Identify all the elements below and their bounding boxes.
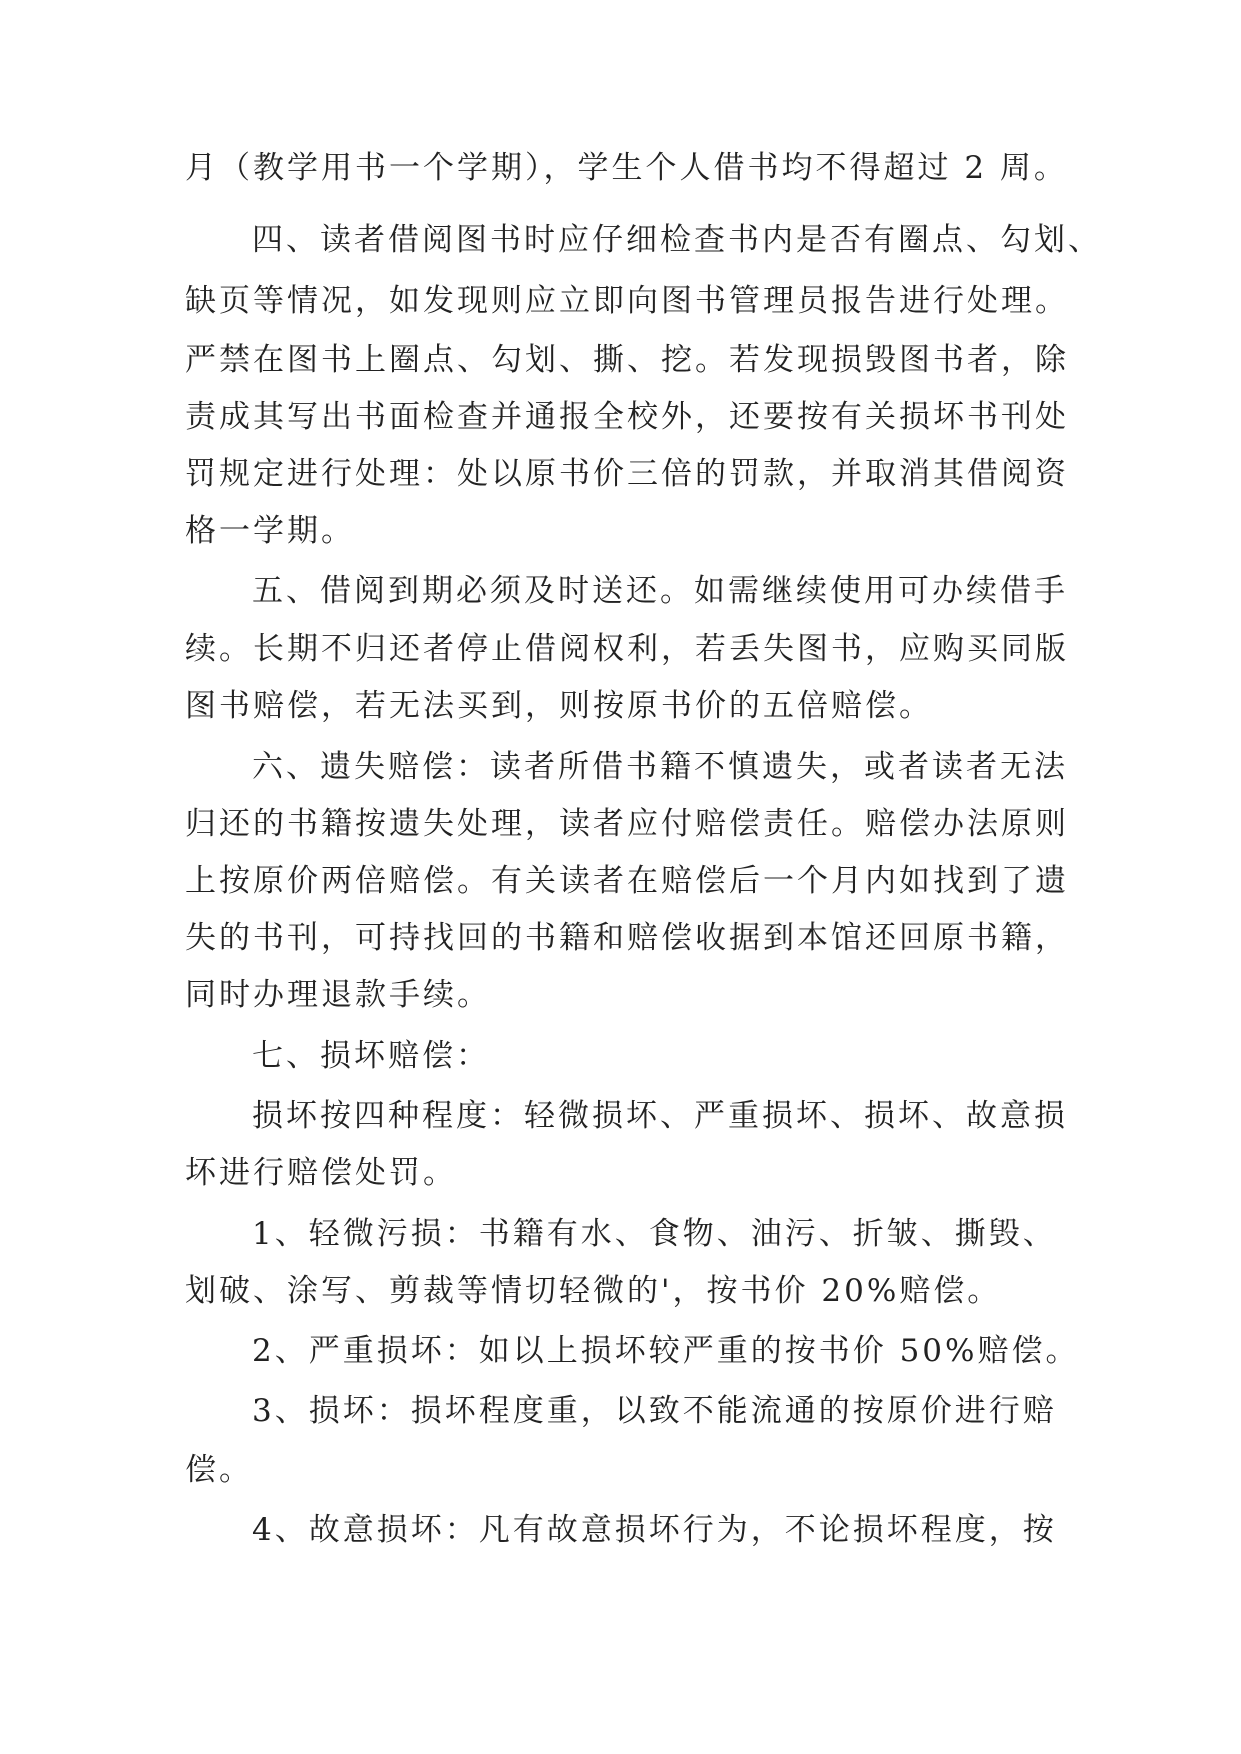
text-line: 同时办理退款手续。 <box>185 977 491 1013</box>
text-line: 缺页等情况，如发现则应立即向图书管理员报告进行处理。 <box>185 283 1069 319</box>
text-line: 责成其写出书面检查并通报全校外，还要按有关损坏书刊处 <box>185 399 1069 435</box>
text-line: 4、故意损坏：凡有故意损坏行为，不论损坏程度，按 <box>252 1512 1057 1548</box>
text-line: 格一学期。 <box>185 513 355 549</box>
text-line: 五、借阅到期必须及时送还。如需继续使用可办续借手 <box>252 573 1068 609</box>
text-line: 1、轻微污损：书籍有水、食物、油污、折皱、撕毁、 <box>252 1216 1057 1252</box>
text-line: 图书赔偿，若无法买到，则按原书价的五倍赔偿。 <box>185 688 933 724</box>
text-line: 划破、涂写、剪裁等情切轻微的'，按书价 20%赔偿。 <box>185 1273 1002 1309</box>
text-line: 罚规定进行处理：处以原书价三倍的罚款，并取消其借阅资 <box>185 456 1069 492</box>
text-line: 七、损坏赔偿： <box>252 1038 490 1074</box>
text-line: 归还的书籍按遗失处理，读者应付赔偿责任。赔偿办法原则 <box>185 806 1069 842</box>
text-line: 3、损坏：损坏程度重，以致不能流通的按原价进行赔 <box>252 1393 1057 1429</box>
text-line: 坏进行赔偿处罚。 <box>185 1155 457 1191</box>
text-line: 四、读者借阅图书时应仔细检查书内是否有圈点、勾划、 <box>252 222 1102 258</box>
text-line: 上按原价两倍赔偿。有关读者在赔偿后一个月内如找到了遗 <box>185 863 1069 899</box>
text-line: 月（教学用书一个学期），学生个人借书均不得超过 2 周。 <box>185 150 1068 186</box>
text-line: 失的书刊，可持找回的书籍和赔偿收据到本馆还回原书籍， <box>185 920 1069 956</box>
text-line: 损坏按四种程度：轻微损坏、严重损坏、损坏、故意损 <box>252 1098 1068 1134</box>
text-line: 续。长期不归还者停止借阅权利，若丢失图书，应购买同版 <box>185 631 1069 667</box>
text-line: 六、遗失赔偿：读者所借书籍不慎遗失，或者读者无法 <box>252 749 1068 785</box>
text-line: 2、严重损坏：如以上损坏较严重的按书价 50%赔偿。 <box>252 1333 1080 1369</box>
text-line: 偿。 <box>185 1452 253 1488</box>
text-line: 严禁在图书上圈点、勾划、撕、挖。若发现损毁图书者，除 <box>185 342 1069 378</box>
